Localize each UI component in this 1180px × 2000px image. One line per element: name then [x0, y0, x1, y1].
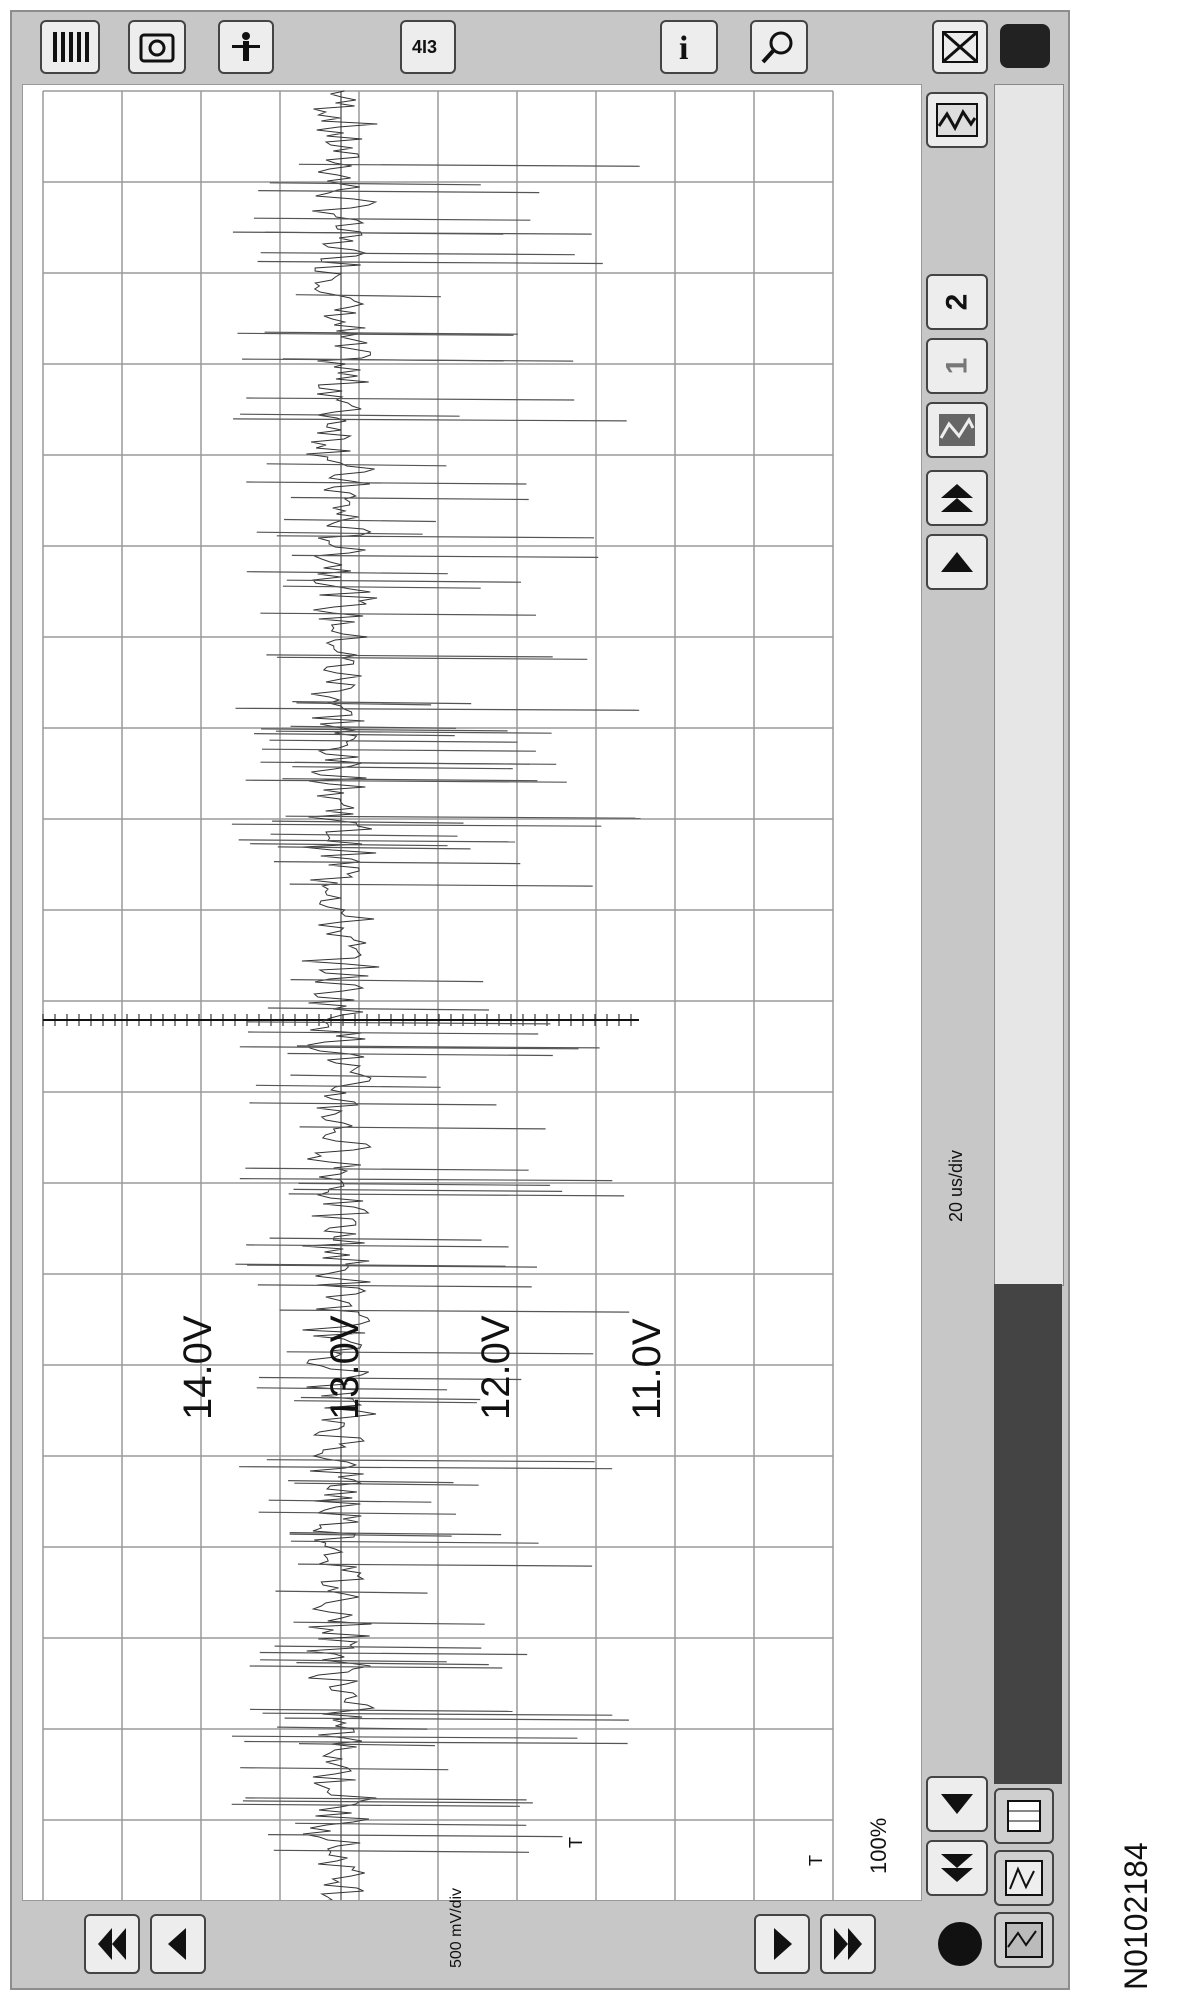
channel-1-button[interactable]	[926, 338, 988, 394]
time-per-div: 20 us/div	[946, 1149, 966, 1222]
record-icon[interactable]	[938, 1922, 982, 1966]
down-button[interactable]	[926, 1776, 988, 1832]
channel-1-label: 1	[940, 357, 973, 375]
waveform-icon-small[interactable]	[994, 1912, 1054, 1968]
signal-spike	[243, 1801, 533, 1803]
signal-spike	[258, 262, 603, 264]
channel-2-button[interactable]	[926, 274, 988, 330]
signal-spike	[247, 572, 448, 574]
signal-spike	[292, 767, 513, 769]
signal-spike	[240, 1179, 613, 1181]
signal-spike	[270, 740, 518, 742]
signal-spike	[232, 1736, 577, 1738]
signal-spike	[294, 1483, 478, 1485]
up-button[interactable]	[926, 534, 988, 590]
close-icon[interactable]	[932, 20, 988, 74]
signal-spike	[288, 1054, 553, 1056]
signal-spike	[262, 749, 536, 751]
signal-spike	[258, 191, 539, 193]
signal-spike	[270, 1238, 482, 1240]
bars-icon[interactable]	[40, 20, 100, 74]
signal-spike	[250, 1709, 512, 1711]
signal-spike	[261, 253, 575, 255]
signal-spike	[294, 1622, 485, 1624]
scroll-track[interactable]	[994, 84, 1064, 1286]
signal-spike	[242, 359, 573, 361]
channel-2-label: 2	[940, 293, 973, 311]
signal-spike	[299, 1744, 435, 1746]
scope-view-button[interactable]	[926, 402, 988, 458]
signal-spike	[245, 1798, 526, 1800]
signal-spike	[280, 1310, 630, 1312]
signal-spike	[250, 1103, 497, 1105]
signal-spike	[256, 1085, 441, 1087]
signal-spike	[294, 1189, 563, 1191]
signal-spike	[233, 419, 627, 421]
signal-spike	[294, 1401, 477, 1403]
signal-spike	[261, 729, 508, 731]
signal-spike	[240, 1768, 448, 1770]
signal-spike	[296, 295, 441, 297]
signal-spike	[276, 731, 552, 733]
volt-label-14: 14.0V	[176, 1315, 220, 1420]
signal-spike	[274, 1850, 529, 1852]
volt-label-11: 11.0V	[625, 1318, 669, 1420]
signal-spike	[290, 884, 593, 886]
person-icon[interactable]	[218, 20, 274, 74]
left-button[interactable]	[150, 1914, 206, 1974]
signal-spike	[247, 1022, 550, 1024]
camera-icon[interactable]	[128, 20, 186, 74]
signal-spike	[288, 1481, 453, 1483]
signal-spike	[232, 824, 601, 826]
signal-spike	[266, 655, 552, 657]
signal-spike	[270, 183, 481, 185]
zoom-level: 100%	[866, 1817, 891, 1874]
dark-panel	[994, 1284, 1062, 1784]
help-icon[interactable]	[660, 20, 718, 74]
signal-spike	[272, 821, 463, 823]
grid	[43, 91, 833, 1900]
volt-label-13: 13.0V	[323, 1315, 367, 1420]
signal-spike	[287, 580, 521, 582]
signal-spike	[277, 657, 587, 659]
signal-spike	[239, 1467, 612, 1469]
signal-spike	[292, 555, 598, 557]
svg-text:4I3: 4I3	[412, 37, 438, 57]
database-icon[interactable]	[994, 1788, 1054, 1844]
formula-icon[interactable]	[400, 20, 456, 74]
signal-spike	[289, 1194, 624, 1196]
signal-spike	[257, 532, 423, 534]
plot-canvas	[23, 85, 921, 1900]
signal-spike	[259, 1512, 456, 1514]
volt-label-12: 12.0V	[474, 1315, 518, 1420]
signal-spike	[246, 482, 526, 484]
waveform-plot	[22, 84, 922, 1901]
signal-spike	[248, 1032, 538, 1034]
trigger-marker-bottom: T	[806, 1855, 826, 1866]
signal-spike	[291, 1541, 539, 1543]
fast-down-button[interactable]	[926, 1840, 988, 1896]
disk-icon[interactable]	[1000, 24, 1050, 68]
signal-spike	[267, 1460, 595, 1462]
signal-icon[interactable]	[994, 1850, 1054, 1906]
fast-right-button[interactable]	[820, 1914, 876, 1974]
signal-spike	[260, 1660, 447, 1662]
fast-left-button[interactable]	[84, 1914, 140, 1974]
signal-spike	[260, 1653, 527, 1655]
magnifier-icon[interactable]	[750, 20, 808, 74]
trigger-marker: T	[566, 1837, 586, 1848]
signal-spike	[269, 1500, 432, 1502]
signal-spike	[283, 586, 481, 588]
signal-spike	[246, 398, 574, 400]
signal-spike	[275, 1646, 482, 1648]
signal-spike	[284, 520, 436, 522]
signal-spike	[291, 498, 529, 500]
signal-spike	[267, 464, 447, 466]
fast-up-button[interactable]	[926, 470, 988, 526]
signal-spike	[286, 816, 641, 818]
signal-spike	[246, 1245, 508, 1247]
svg-text:i: i	[679, 30, 689, 65]
signal-spike	[296, 1663, 488, 1665]
signal-spike	[271, 834, 458, 836]
signal-spike	[245, 1168, 528, 1170]
signal-spike	[250, 1666, 503, 1668]
figure-id: N0102184	[1118, 1842, 1154, 1990]
signal-spike	[268, 1008, 489, 1010]
volts-per-div: 500 mV/div	[448, 1887, 465, 1968]
waveform-icon[interactable]	[926, 92, 988, 148]
signal-spike	[240, 414, 460, 416]
right-button[interactable]	[754, 1914, 810, 1974]
signal-spike	[274, 862, 520, 864]
signal-spike	[260, 613, 536, 615]
signal-spike	[254, 218, 531, 220]
signal-spike	[276, 1591, 428, 1593]
signal-spike	[258, 1285, 532, 1287]
signal-spike	[232, 1804, 520, 1806]
